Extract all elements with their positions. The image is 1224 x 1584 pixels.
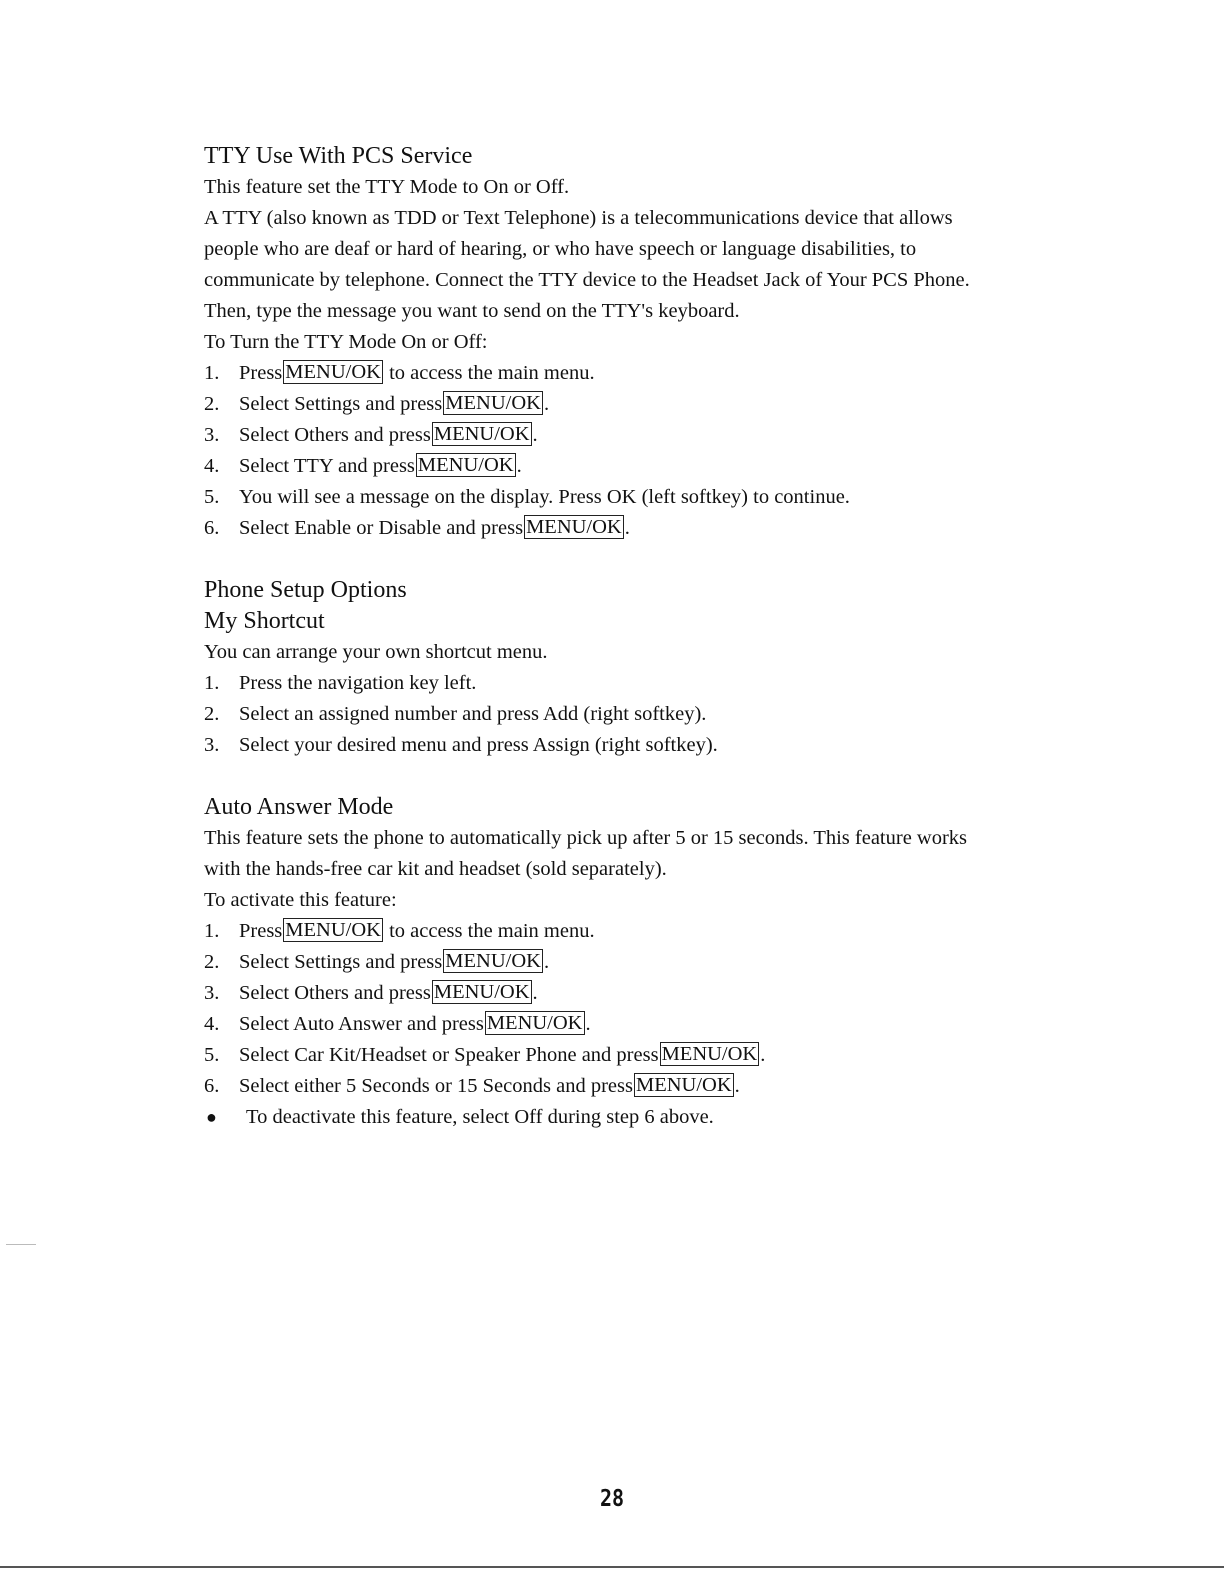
auto-answer-step <box>204 1040 1064 1071</box>
page-number: 28 <box>599 1484 625 1512</box>
tty-description-line: people who are deaf or hard of hearing, or who have speech or language disabilities, to <box>204 238 917 260</box>
step-number: 2. <box>204 951 220 973</box>
step-number: 5. <box>204 1044 220 1066</box>
menu-ok-key: MENU/OK <box>445 950 541 972</box>
tty-step <box>204 451 1064 482</box>
step-text: Select your desired menu and press Assign (right softkey). <box>239 734 718 756</box>
step-number: 4. <box>204 1013 220 1035</box>
step-text: to access the main menu. <box>389 362 595 384</box>
menu-ok-key: MENU/OK <box>526 516 622 538</box>
tty-step <box>204 420 1064 451</box>
step-text: Press <box>239 362 283 384</box>
bullet-icon: ● <box>206 1107 217 1127</box>
section-spacer <box>204 544 1064 575</box>
step-number: 1. <box>204 362 220 384</box>
step-text: . <box>760 1044 766 1066</box>
menu-ok-key: MENU/OK <box>417 454 514 476</box>
step-text: Select Others and press <box>239 982 431 1004</box>
scan-mark <box>6 1244 36 1245</box>
step-number: 5. <box>204 486 220 508</box>
auto-answer-step <box>204 916 1064 947</box>
step-text: Press <box>239 920 283 942</box>
step-text: Select Car Kit/Headset or Speaker Phone and press <box>239 1044 659 1066</box>
menu-ok-key: MENU/OK <box>285 361 381 383</box>
menu-ok-key: MENU/OK <box>285 919 381 941</box>
step-number: 2. <box>204 393 220 415</box>
auto-answer-heading: Auto Answer Mode <box>204 794 394 820</box>
tty-step <box>204 513 1064 544</box>
menu-ok-key: MENU/OK <box>661 1043 758 1065</box>
auto-answer-bullet <box>204 1102 1064 1133</box>
step-text: . <box>532 982 538 1004</box>
tty-description-line: A TTY (also known as TDD or Text Telephone) is a telecommunications device that allows <box>204 207 953 229</box>
shortcut-step <box>204 730 1064 761</box>
menu-ok-key: MENU/OK <box>445 392 541 414</box>
step-text: Select Enable or Disable and press <box>239 517 524 539</box>
section-spacer <box>204 761 1064 792</box>
menu-ok-key: MENU/OK <box>433 423 530 445</box>
step-text: Select Others and press <box>239 424 431 446</box>
step-number: 6. <box>204 517 220 539</box>
auto-answer-description-line: This feature sets the phone to automatically pick up after 5 or 15 seconds. This feature works <box>204 827 968 849</box>
tty-step <box>204 482 1064 513</box>
step-text: . <box>734 1075 740 1097</box>
auto-answer-step <box>204 978 1064 1009</box>
step-text: . <box>585 1013 591 1035</box>
step-text: to access the main menu. <box>389 920 595 942</box>
auto-answer-steps-title: To activate this feature: <box>204 889 397 911</box>
shortcut-step <box>204 699 1064 730</box>
step-number: 3. <box>204 734 220 756</box>
step-text: Select Settings and press <box>239 951 443 973</box>
bullet-text: To deactivate this feature, select Off during step 6 above. <box>246 1106 714 1128</box>
step-text: Select TTY and press <box>239 455 415 477</box>
tty-heading: TTY Use With PCS Service <box>204 143 473 169</box>
shortcut-step <box>204 668 1064 699</box>
auto-answer-description-line: with the hands-free car kit and headset (sold separately). <box>204 858 667 880</box>
step-number: 3. <box>204 424 220 446</box>
tty-step <box>204 358 1064 389</box>
step-text: . <box>543 951 550 973</box>
step-text: . <box>543 393 550 415</box>
menu-ok-key: MENU/OK <box>433 981 530 1003</box>
step-text: Press the navigation key left. <box>239 672 477 694</box>
tty-step <box>204 389 1064 420</box>
tty-intro: This feature set the TTY Mode to On or Off. <box>204 176 570 198</box>
step-text: . <box>532 424 538 446</box>
step-text: Select Settings and press <box>239 393 443 415</box>
page-bottom-rule <box>0 1566 1224 1568</box>
step-text: Select an assigned number and press Add (right softkey). <box>239 703 707 725</box>
step-text: You will see a message on the display. Press OK (left softkey) to continue. <box>239 486 850 508</box>
tty-description-line: communicate by telephone. Connect the TTY device to the Headset Jack of Your PCS Phone. <box>204 269 970 291</box>
menu-ok-key: MENU/OK <box>486 1012 583 1034</box>
page-content <box>204 141 1064 1133</box>
phone-setup-heading: Phone Setup Options <box>204 577 407 603</box>
step-text: . <box>624 517 630 539</box>
step-number: 6. <box>204 1075 220 1097</box>
auto-answer-step <box>204 1071 1064 1102</box>
my-shortcut-subheading: My Shortcut <box>204 608 325 634</box>
shortcut-intro: You can arrange your own shortcut menu. <box>204 641 548 663</box>
auto-answer-step <box>204 947 1064 978</box>
menu-ok-key: MENU/OK <box>635 1074 732 1096</box>
step-number: 1. <box>204 672 220 694</box>
step-text: Select Auto Answer and press <box>239 1013 484 1035</box>
tty-description-line: Then, type the message you want to send on the TTY's keyboard. <box>204 300 740 322</box>
step-number: 3. <box>204 982 220 1004</box>
step-text: Select either 5 Seconds or 15 Seconds and press <box>239 1075 633 1097</box>
tty-steps-title: To Turn the TTY Mode On or Off: <box>204 331 488 353</box>
step-number: 1. <box>204 920 220 942</box>
step-text: . <box>516 455 522 477</box>
step-number: 2. <box>204 703 220 725</box>
step-number: 4. <box>204 455 220 477</box>
auto-answer-step <box>204 1009 1064 1040</box>
